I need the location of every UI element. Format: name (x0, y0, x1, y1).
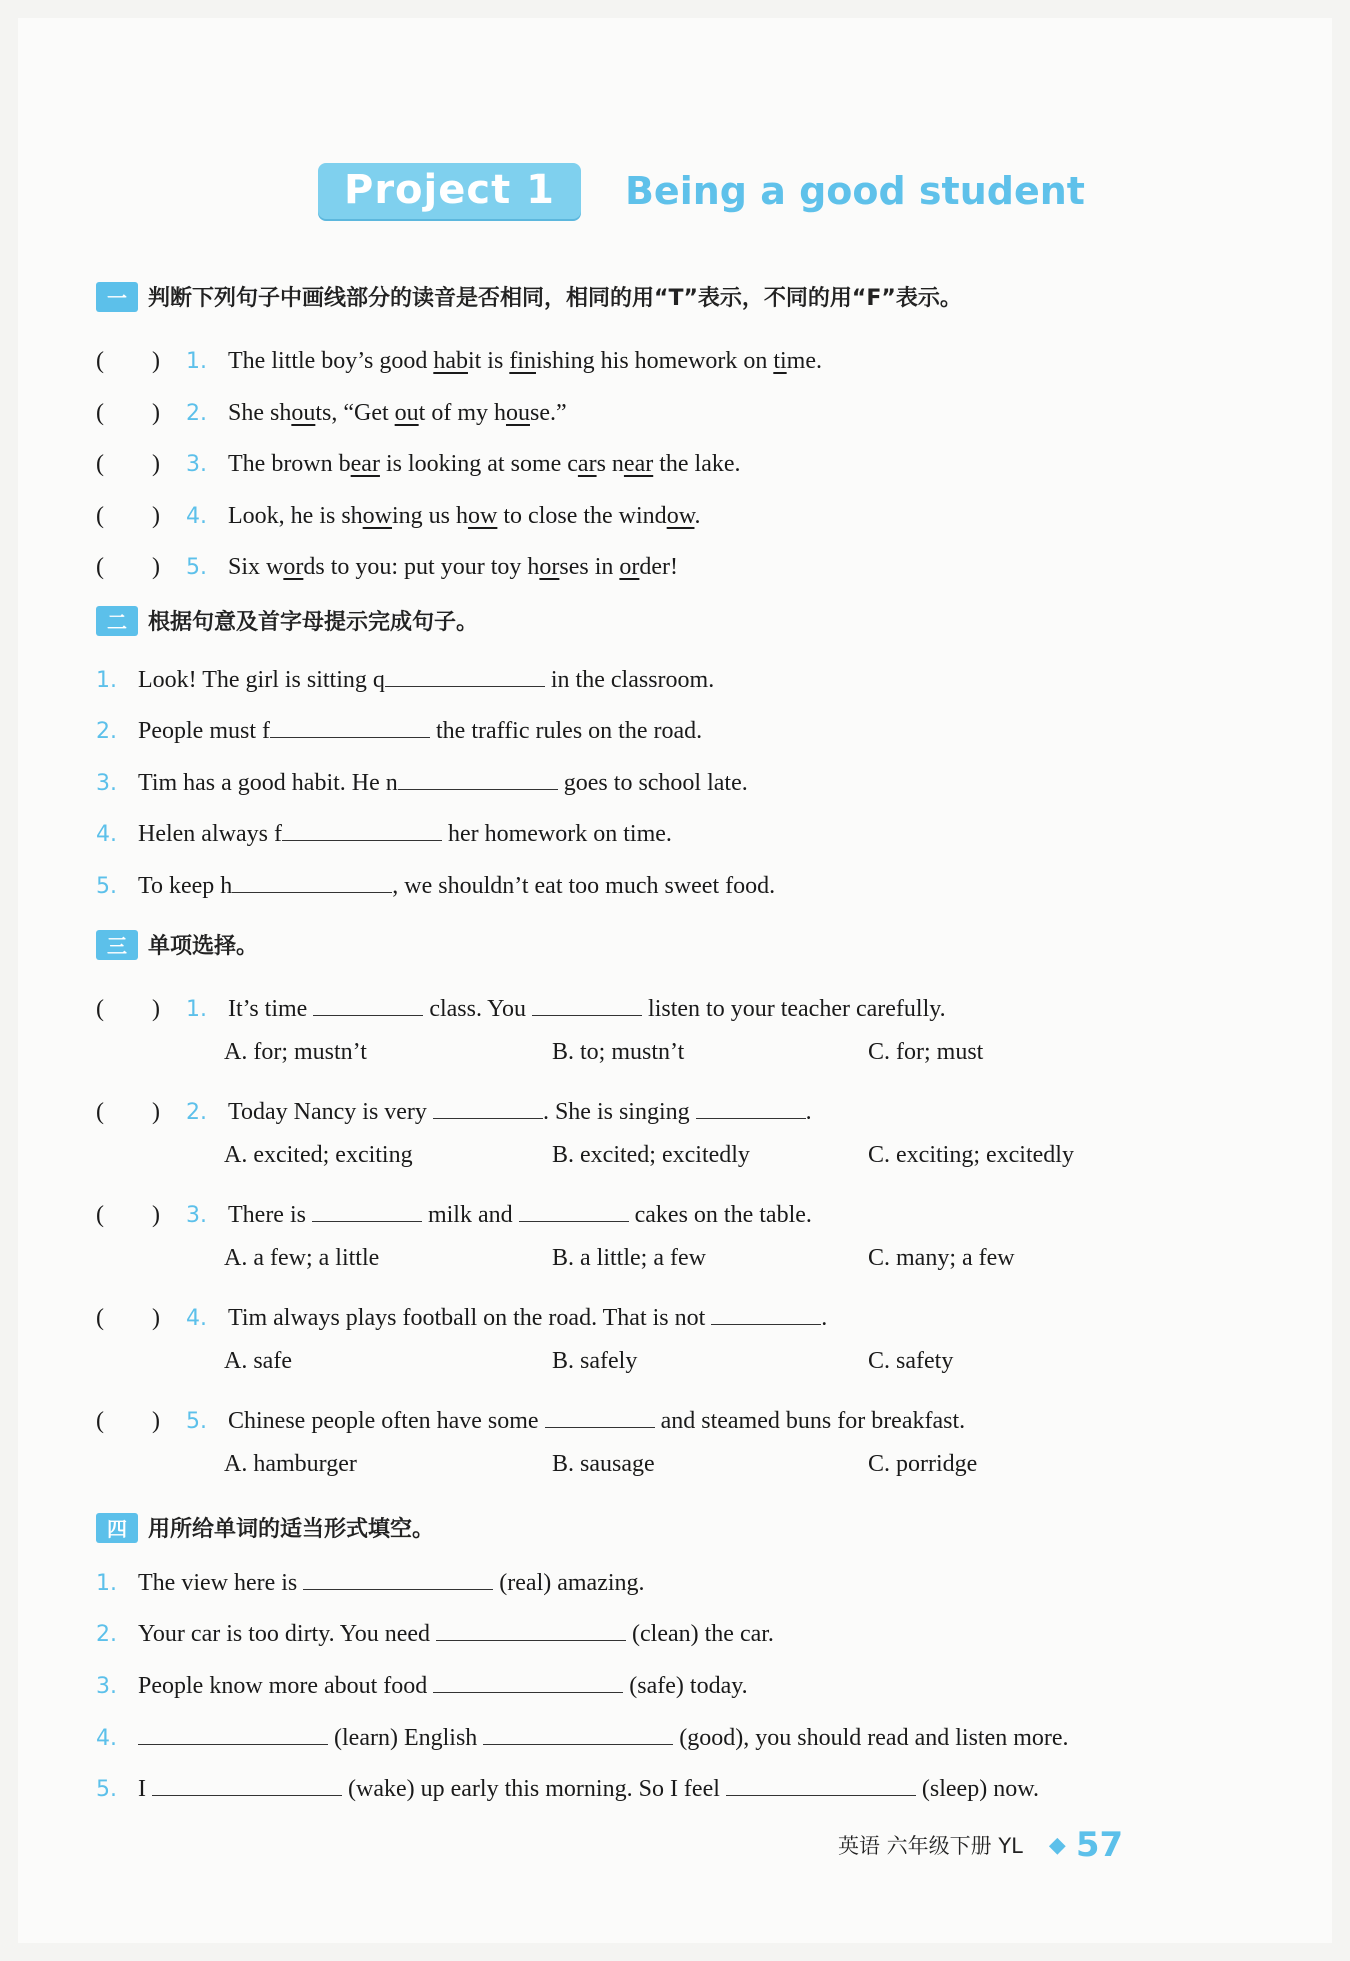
question-row (96, 1091, 812, 1126)
option-c[interactable]: C. for; must (868, 1039, 984, 1065)
answer-parentheses[interactable]: ( ) (96, 1099, 160, 1125)
underlined-part: ou (291, 400, 316, 426)
question-number: 4. (186, 1306, 207, 1331)
answer-blank[interactable] (312, 1199, 422, 1222)
answer-blank[interactable] (519, 1199, 629, 1222)
question-number: 1. (96, 1571, 117, 1596)
section-4-heading (96, 1512, 434, 1543)
sentence-text: (safe) today. (623, 1673, 748, 1699)
sentence-text: to close the wind (497, 503, 667, 529)
underlined-part: or (539, 554, 560, 580)
answer-blank[interactable] (232, 870, 392, 893)
sentence-text: She sh (228, 400, 292, 426)
question-row (96, 340, 822, 375)
underlined-part: ear (623, 451, 654, 477)
sentence-text: . (694, 503, 701, 529)
project-title: Being a good student (624, 169, 1085, 213)
sentence-text: ishing his homework on (535, 348, 774, 374)
question-row (96, 1670, 748, 1700)
question-number: 3. (186, 452, 207, 477)
answer-parentheses[interactable]: ( ) (96, 1305, 160, 1331)
option-c[interactable]: C. porridge (868, 1451, 978, 1477)
answer-blank[interactable] (436, 1618, 626, 1641)
question-row (96, 818, 672, 848)
question-number: 2. (186, 401, 207, 426)
sentence-text: cakes on the table. (628, 1202, 812, 1228)
question-row (96, 767, 748, 797)
footer-text: 英语 六年级下册 YL (838, 1834, 1023, 1858)
question-number: 3. (96, 1674, 117, 1699)
sentence-text: the traffic rules on the road. (430, 718, 703, 744)
question-row (96, 1567, 645, 1597)
sentence-text: Helen always f (138, 821, 282, 847)
answer-blank[interactable] (433, 1096, 543, 1119)
sentence-text: . She is singing (542, 1099, 696, 1125)
section-instruction: 判断下列句子中画线部分的读音是否相同，相同的用“T”表示，不同的用“F”表示。 (148, 286, 962, 311)
sentence-text: There is (228, 1202, 312, 1228)
question-number: 1. (186, 349, 207, 374)
question-row (96, 715, 702, 745)
question-row (96, 1194, 812, 1229)
underlined-part: ou (505, 400, 530, 426)
sentence-text: Six w (228, 554, 284, 580)
underlined-part: ou (394, 400, 419, 426)
answer-blank[interactable] (726, 1773, 916, 1796)
option-b[interactable]: B. to; mustn’t (552, 1039, 685, 1065)
option-a[interactable]: A. safe (224, 1348, 292, 1374)
sentence-text: (wake) up early this morning. So I feel (342, 1776, 726, 1802)
answer-parentheses[interactable]: ( ) (96, 348, 160, 374)
answer-blank[interactable] (545, 1405, 655, 1428)
underlined-part: ow (362, 503, 393, 529)
sentence-text: the lake. (653, 451, 741, 477)
question-number: 1. (186, 997, 207, 1022)
answer-parentheses[interactable]: ( ) (96, 996, 160, 1022)
option-a[interactable]: A. for; mustn’t (224, 1039, 367, 1065)
section-instruction: 根据句意及首字母提示完成句子。 (148, 610, 479, 635)
answer-parentheses[interactable]: ( ) (96, 503, 160, 529)
underlined-part: ear (350, 451, 380, 477)
page-footer (838, 1825, 1123, 1865)
sentence-text: (good), you should read and listen more. (673, 1725, 1069, 1751)
answer-parentheses[interactable]: ( ) (96, 451, 160, 477)
sentence-text: The view here is (138, 1570, 304, 1596)
sentence-text: (learn) English (328, 1725, 484, 1751)
underlined-part: ar (577, 451, 597, 477)
section-1-heading (96, 281, 962, 312)
section-number: 二 (96, 606, 138, 636)
answer-blank[interactable] (532, 993, 642, 1016)
sentence-text: Your car is too dirty. You need (138, 1621, 437, 1647)
underlined-part: ow (666, 503, 695, 529)
page-header (318, 163, 1085, 219)
question-row (96, 1400, 965, 1435)
question-number: 3. (186, 1203, 207, 1228)
question-row (96, 1773, 1039, 1803)
question-number: 4. (96, 1726, 117, 1751)
sentence-text: in the classroom. (544, 667, 715, 693)
answer-blank[interactable] (385, 664, 545, 687)
question-number: 5. (96, 1777, 117, 1802)
sentence-text: Look, he is sh (228, 503, 363, 529)
answer-blank[interactable] (398, 767, 558, 790)
sentence-text: listen to your teacher carefully. (642, 996, 946, 1022)
answer-parentheses[interactable]: ( ) (96, 554, 160, 580)
sentence-text: ds to you: put your toy h (303, 554, 540, 580)
sentence-text: her homework on time. (441, 821, 672, 847)
question-row (96, 546, 678, 581)
question-number: 2. (96, 719, 117, 744)
sentence-text: , we shouldn’t eat too much sweet food. (392, 873, 776, 899)
question-row (96, 870, 775, 900)
sentence-text: The brown b (228, 451, 351, 477)
sentence-text: It’s time (228, 996, 314, 1022)
section-number: 三 (96, 930, 138, 960)
section-number: 四 (96, 1513, 138, 1543)
section-number: 一 (96, 282, 138, 312)
answer-blank[interactable] (270, 715, 430, 738)
question-number: 5. (186, 555, 207, 580)
sentence-text: is looking at some c (379, 451, 578, 477)
answer-blank[interactable] (152, 1773, 342, 1796)
sentence-text: . (805, 1099, 812, 1125)
answer-blank[interactable] (433, 1670, 623, 1693)
question-row (96, 443, 741, 478)
question-number: 2. (186, 1100, 207, 1125)
option-c[interactable]: C. safety (868, 1348, 954, 1374)
sentence-text: ing us h (392, 503, 469, 529)
answer-blank[interactable] (138, 1722, 328, 1745)
sentence-text: (clean) the car. (626, 1621, 774, 1647)
sentence-text: Today Nancy is very (228, 1099, 433, 1125)
question-number: 4. (96, 822, 117, 847)
underlined-part: or (283, 554, 304, 580)
option-c[interactable]: C. exciting; excitedly (868, 1142, 1074, 1168)
sentence-text: People know more about food (138, 1673, 434, 1699)
underlined-part: hab (433, 348, 468, 374)
sentence-text: t of my h (418, 400, 506, 426)
section-3-heading (96, 929, 258, 960)
sentence-text: Look! The girl is sitting q (138, 667, 385, 693)
section-2-heading (96, 605, 478, 636)
diamond-icon: ◆ (1048, 1832, 1066, 1858)
question-row (96, 1722, 1069, 1752)
underlined-part: ti (773, 348, 787, 374)
sentence-text: Tim has a good habit. He n (138, 770, 398, 796)
answer-parentheses[interactable]: ( ) (96, 400, 160, 426)
sentence-text: it is (467, 348, 510, 374)
sentence-text: me. (786, 348, 822, 374)
page-number: 57 (1075, 1825, 1124, 1865)
sentence-text: goes to school late. (557, 770, 748, 796)
underlined-part: or (619, 554, 640, 580)
answer-parentheses[interactable]: ( ) (96, 1408, 160, 1434)
question-number: 5. (96, 874, 117, 899)
answer-blank[interactable] (711, 1302, 821, 1325)
sentence-text: (real) amazing. (493, 1570, 645, 1596)
question-row (96, 664, 714, 694)
option-a[interactable]: A. excited; exciting (224, 1142, 413, 1168)
answer-blank[interactable] (483, 1722, 673, 1745)
option-b[interactable]: B. a little; a few (552, 1245, 706, 1271)
question-row (96, 495, 700, 530)
project-badge: Project 1 (318, 163, 581, 219)
question-number: 2. (96, 1622, 117, 1647)
underlined-part: fin (509, 348, 536, 374)
sentence-text: and steamed buns for breakfast. (654, 1408, 966, 1434)
sentence-text: . (821, 1305, 828, 1331)
answer-blank[interactable] (303, 1567, 493, 1590)
sentence-text: s n (596, 451, 624, 477)
question-row (96, 1297, 827, 1332)
question-row (96, 392, 567, 427)
sentence-text: milk and (421, 1202, 519, 1228)
option-b[interactable]: B. safely (552, 1348, 638, 1374)
answer-blank[interactable] (313, 993, 423, 1016)
section-instruction: 单项选择。 (148, 934, 259, 959)
sentence-text: (sleep) now. (915, 1776, 1039, 1802)
sentence-text: der! (639, 554, 679, 580)
option-b[interactable]: B. excited; excitedly (552, 1142, 750, 1168)
sentence-text: People must f (138, 718, 270, 744)
question-number: 3. (96, 771, 117, 796)
question-row (96, 1618, 774, 1648)
answer-blank[interactable] (696, 1096, 806, 1119)
option-a[interactable]: A. hamburger (224, 1451, 357, 1477)
question-row (96, 988, 946, 1023)
question-number: 4. (186, 504, 207, 529)
option-b[interactable]: B. sausage (552, 1451, 655, 1477)
answer-parentheses[interactable]: ( ) (96, 1202, 160, 1228)
question-number: 5. (186, 1409, 207, 1434)
answer-blank[interactable] (282, 818, 442, 841)
sentence-text: class. You (423, 996, 533, 1022)
option-c[interactable]: C. many; a few (868, 1245, 1015, 1271)
sentence-text: ses in (559, 554, 620, 580)
sentence-text: Chinese people often have some (228, 1408, 545, 1434)
section-instruction: 用所给单词的适当形式填空。 (148, 1517, 435, 1542)
sentence-text: Tim always plays football on the road. That is not (228, 1305, 712, 1331)
option-a[interactable]: A. a few; a little (224, 1245, 380, 1271)
sentence-text: I (138, 1776, 152, 1802)
sentence-text: The little boy’s good (228, 348, 434, 374)
sentence-text: se.” (529, 400, 567, 426)
question-number: 1. (96, 668, 117, 693)
underlined-part: ow (468, 503, 498, 529)
sentence-text: To keep h (138, 873, 233, 899)
sentence-text: ts, “Get (315, 400, 395, 426)
